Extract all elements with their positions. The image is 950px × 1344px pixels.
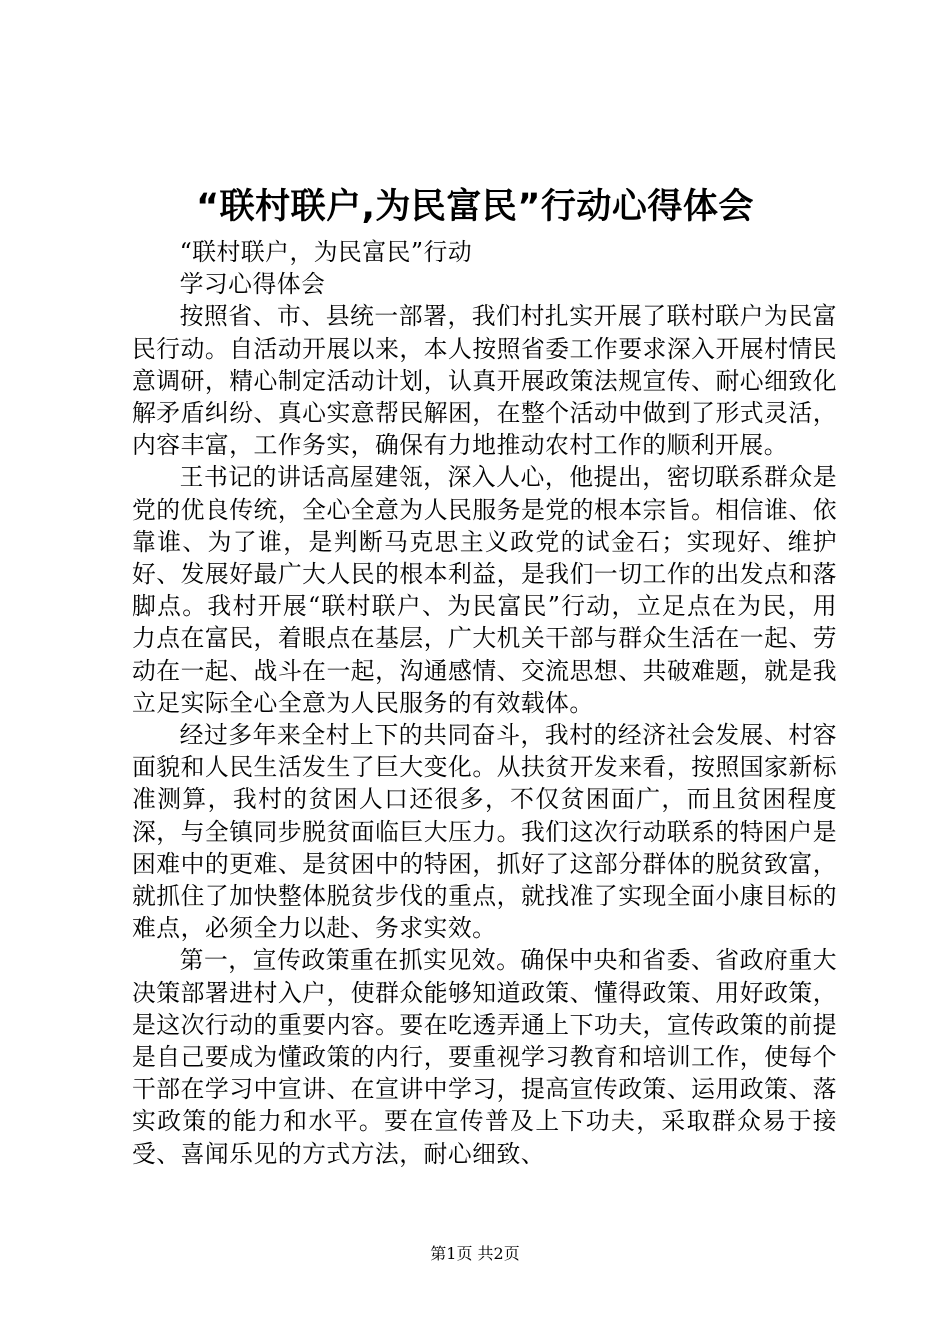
document-title: “联村联户,为民富民”行动心得体会	[196, 187, 754, 227]
paragraph: 按照省、市、县统一部署，我们村扎实开展了联村联户为民富民行动。自活动开展以来，本人按照省委工作要求深入开展村情民意调研，精心制定活动计划，认真开展政策法规宣传、耐心细致化解矛盾纠纷、真心实意帮民解困，在整个活动中做到了形式灵活，内容丰富，工作务实，确保有力地推动农村工作的顺利开展。	[132, 302, 837, 460]
paragraph: 王书记的讲话高屋建瓴，深入人心，他提出，密切联系群众是党的优良传统，全心全意为人民服务是党的根本宗旨。相信谁、依靠谁、为了谁，是判断马克思主义政党的试金石；实现好、维护好、发展好最广大人民的根本利益，是我们一切工作的出发点和落脚点。我村开展“联村联户、为民富民”行动，立足点在为民，用力点在富民，着眼点在基层，广大机关干部与群众生活在一起、劳动在一起、战斗在一起，沟通感情、交流思想、共破难题，就是我立足实际全心全意为人民服务的有效载体。	[132, 463, 837, 717]
paragraph: 经过多年来全村上下的共同奋斗，我村的经济社会发展、村容面貌和人民生活发生了巨大变化。从扶贫开发来看，按照国家新标准测算，我村的贫困人口还很多，不仅贫困面广，而且贫困程度深，与全镇同步脱贫面临巨大压力。我们这次行动联系的特困户是困难中的更难、是贫困中的特困，抓好了这部分群体的脱贫致富，就抓住了加快整体脱贫步伐的重点，就找准了实现全面小康目标的难点，必须全力以赴、务求实效。	[132, 721, 837, 943]
subtitle-line-1: “联村联户，为民富民”行动	[179, 238, 473, 266]
subtitle-line-2: 学习心得体会	[179, 270, 326, 299]
document-body	[132, 236, 837, 1170]
page-footer: 第1页 共2页	[430, 1244, 520, 1263]
paragraph: 第一，宣传政策重在抓实见效。确保中央和省委、省政府重大决策部署进村入户，使群众能够知道政策、懂得政策、用好政策，是这次行动的重要内容。要在吃透弄通上下功夫，宣传政策的前提是自己要成为懂政策的内行，要重视学习教育和培训工作，使每个干部在学习中宣讲、在宣讲中学习，提高宣传政策、运用政策、落实政策的能力和水平。要在宣传普及上下功夫，采取群众易于接受、喜闻乐见的方式方法，耐心细致、	[132, 946, 837, 1168]
